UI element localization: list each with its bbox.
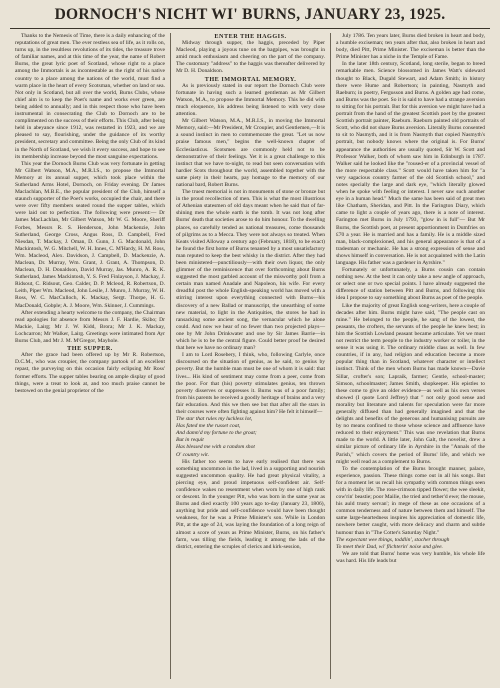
verse-line: But in requit — [176, 437, 204, 444]
verse-line: O' country wit. — [176, 451, 210, 458]
intro-paragraph: Thanks to the Nemesis of Time, there is a daily enhancing of the reputations of great men. The ever restless sea of life, as it rolls on, turns up, in the resultless revolutions of its tides, the treasure trove of familiar names, and at this time of the year, the name of Robert Burns, the great lyric poet of Scotland, whose right to a place among the Immortals is as incontestable as the right of his native country to a place among the nations of the world, must find a warm place in the heart of every Scotsman, whether on land or sea. Not only in Scotland, but all over the world, Burns Clubs, whose chief aim is to keep the Poet's name and works ever green, are being added to annually; and in this respect those who have been instrumental in consecrating the Club to Dornoch are to be complimented on the success of their efforts. This Club, after being held in abeyance since 1912, was restarted in 1923, and we are pleased to say, flourishing, under the guidance of its worthy president, secretary and committee. Being the only Club of its kind in the North of Scotland, we wish it every success, and hope to see its membership increase beyond the most sanguine expectations. — [15, 33, 165, 160]
memory-paragraph-2: Mr Gilbert Watson, M.A., M.R.I.S., in moving the Immortal Memory, said:—Mr President, Mr Croupier, and Gentlemen,—It is a sound instinct in men to commemorate the great. "Let us now praise famous men," begins the well-known chapter of Ecclesiasticus. Scotsmen are commonly held not to be demonstrative of their feelings. Yet it is a great challenge to this instinct that we have to-night, to read but seen conversation with hardier Scots throughout the world, assembled together with the same piety in their hearts, pay homage to the memory of our national bard, Robert Burns. — [176, 118, 325, 188]
haggis-heading: ENTER THE HAGGIS. — [214, 33, 287, 40]
memory-paragraph-5: His father too seems to have early realised that there was something uncommon in the lad, lived in a supporting and nourish suggested uncommon quality. He had great physical vitality, a piercing eye, and proud impetuous self-confident air. Self-confidence wakes no resentment when worn by one of high rank or descent. In the younger Pitt, who was born in the same year as Burns and died exactly 100 years ago to-day (January 23, 1806), anything but pride and self-confidence would have been thought weakness, for he was a Prime Minister's son. While in London Pitt, at the age of 24, was laying the foundation of a long reign of almost a score of years as Prime Minister, Burns, on his father's farm, was tilling the fields, leading it among the lads of the district, entering the scruples of clerics and kirk-session, — [176, 458, 325, 550]
verse-line: The expectant wee things, toddlin', stacher through — [336, 536, 450, 543]
col3-paragraph-3: Fortunately or unfortunately, a Burns cousin can contain nothing new. At the best it can only take a new angle of approach, or select one or two special points. I have already suggested the difference of station between Pitt and Burns, and following this idea I propose to say something about Burns as poet of the people. — [336, 267, 485, 302]
verse-line: The star that rules my luckless lot, — [176, 416, 253, 423]
column-1 — [10, 33, 170, 679]
verse-line: And damn'd my fortune to the groat; — [176, 430, 257, 437]
verse-line: To meet their Dad, wi' flichterin' noise and glee. — [336, 543, 443, 550]
col3-paragraph-1: July 1786. Ten years later, Burns died broken in heart and body, a humble exciseman; ten years after that, also broken in heart and body, died Pitt, Prime Minister. The exciseman is better than the Prime Minister has a niche in the Temple of Fame. — [336, 33, 485, 61]
immortal-memory-heading: THE IMMORTAL MEMORY. — [204, 75, 297, 83]
col3-paragraph-5: To the contemplation of the Burns brought manner, palace, experience, passion. These things come out in all his songs. But for a moment let us recall his sympathy with common things seen with in daily life. The rose-crimson tipped flower; the wee sleekit, cow'rin' beastie; poor Mailie, the tried and tether'd ewe; the mouse, his auld trusty servan'; in mege of these as one occasions of a common tenderness and of nature between them and himself. The same large-heartedness inspires his appreciation of domestic life, nowhere better caught, with more delicacy and charm and subtle humour than in "The Cotter's Saturday Night." — [336, 465, 485, 536]
page-masthead: DORNOCH'S NICHT WI' BURNS, JANUARY 23, 1925. — [10, 6, 490, 29]
verse-line: Has blessed me with a random shot — [176, 444, 255, 451]
welcome-paragraph: After extending a hearty welcome to the company, the Chairman read apologies for absence from Messrs J. F. Hardie, Skibo; Dr Mackie, Lairg; Mr J. W. Kidd, Brora; Mr J. K. Mackay, Lochcarron; Mr Walker, Lairg. Greetings were intimated from Ayr Burns Club, and Mr J. M. M'Gregor, Mayhole. — [15, 309, 165, 345]
memory-paragraph-3: The truest memorial is not in monuments of stone or bronze but in the proud recollection of men. This is what the most illustrious of Athenian statesmen of old days meant when he said that of far-shining men the whole earth is the tomb. It was not long after Burns' death that societies arose to do him honour. To the dwelling places, so carefully tended as national treasures, come thousands of pilgrims as to a Mecca. They were not always so treated. When Keats visited Alloway a century ago (February, 1818), to be exact) he found the first home of Burns tenanted by a most unsatisfactory man reputed to keep the best whisky in the district. After they had been ministered—punctiliously—with their own liquor, the only glimmer of the reminiscence that over forthcoming about Burns suggested the most garbled account of the misworthy poll from a certain man named Anadale and Napoleon, his wife. For every dreadful post the whole English-speaking world has moved with a stirring interest upon everything connected with Burns—his discovery of a new Ballad or manuscript, the unearthing of some new material, to light in the Antiquities, the stores he had in ransacking some ancient song, the vernacular which he alone could. And now we hear of no fewer than two projected plays—one by Mr John Drinkwater and one by Sir James Barrie—in which he is to be the central figure. Could better proof be desired that here we have no ordinary man? — [176, 189, 325, 352]
supper-heading: THE SUPPER. — [67, 345, 113, 353]
column-2 — [170, 33, 330, 679]
verse-line: Has fated me the russet coat, — [176, 423, 241, 430]
col3-paragraph-4: Like the majority of great English song-writers, here a couple of decades after him. Burns might have said, "The people cast on mine." He belonged to the people, he sang of the lowest, the peasants, the crofters, the servants of the people he knew best; in him the Scottish Lowland peasant became articulate. Yet we must not restrict the term people to the industry worker or toiler, in the sense it was using it. The ordinary middle class as well. In few countries, if in any, had religion and education become a more popular thing than in Scotland, whatever character or intellect instinct. Think of the men whom Burns has made known—Davie Sillar, crofter's son; Lapraik, farmer; Gentle, school-master; Simson, schoolmaster; James Smith, shopkeeper. His epistles to these come to give an older evidence—as well as his own verses showed (I quote Lord Jeffrey) that " not only good sense and morality but literature and talents for speculation were far more generally diffused than had generally imagined and that the delights and benefits of the generous and humanising pursuits are by no means confined to those whose science and affluence have reduced to their enjoyment." This was one revelation that Burns made to the world. A little later, John Galt, the novelist, drew a similar picture of ordinary life in Ayrshire in the "Annals of the Parish," which covers the period of Burns' life, and which we might well read as a complement to Burns. — [336, 302, 485, 465]
col3-paragraph-2: In the later 18th century, Scotland, long sterile, began to breed remarkable men. Science blossomed in James Watt's sideward thought to Black, Dugald Stewart, and Adam Smith; in history there were Hume and Robertson; in painting, Nasmyth and Raeburn; in poetry, Fergusson and Burns. A golden age had come, and Burns was the poet. So it is said to have had a strange aversion to sitting for his portrait. But for this aversion we might have had a portrait from the hand of the greatest Scottish poet by the greatest Scottish portrait painter, Raeburn. Raeburn painted old portraits of Scott, who did not share Burns aversion. Literally Burns consented to sit to Nasmyth, and it is from Nasmyth that copied Nasmyth's portrait, but nobody knows where the original is. For Burns' appearance the authorities are usually quoted, Sir W. Scott and Professor Walker, both of whom saw him in Edinburgh in 1787. Walker said he looked like the "roused-er of a provincial vessel of the more respectable class." Scott would have taken him for "a very sagacious country farmer of the old Scottish school," and notes specially the large and dark eye, "which literally glowed when he spoke with feeling or interest. I never saw such another eye in a human head." Much the same has been said of great men like Chatham, Sheridan, and Pitt. In the Farington Diary, which came to light a couple of years ago, there is a note of interest. Farington met Burns in July 1793, "glow in is full"— But Mr Burns, the Scottish poet, at present apportionment in Dumfries on £70 a year. He is married and has a family. He is a middle sized man, black-complexioned, and his general appearance is that of a tradesman or mechanic. He has a strong expression of sense and shows himself in conversation. He is not acquainted with the Latin language. His father was a gardener in Ayrshire." — [336, 61, 485, 266]
poem-verse-2 — [336, 537, 485, 551]
col3-paragraph-6: We are told that Burns' home was very humble, his whole life was hard. His life leads but — [336, 550, 485, 564]
poem-verse — [176, 416, 325, 459]
memory-paragraph-1: As is previously stated in our report the Dornoch Club were fortunate in having such a learned gentleman as Mr Gilbert Watson, M.A., to propose the Immortal Memory. This he did with much eloquence, his address being listened to with very close attention. — [176, 82, 325, 118]
article-columns — [10, 33, 490, 679]
supper-paragraph: After the grace had been offered up by Mr R. Robertson, D.C.M., who was croupier, the company partook of an excellent repast, the purveying on this occasion fairly eclipsing Mr Ross' former efforts. The supper tables bearing on ample display of good things, were a treat to look at, and too much praise cannot be bestowed on the genial proprietor of the — [15, 352, 165, 394]
memory-paragraph-4: I am to Lord Rosebery, I think, who, following Carlyle, once discoursed on the situation of genius, as he said, to genius by poverty. But the humble man must be one of whom it is said: that lives... His kind of sentiment may come from a peer, come from the poor. For that (his) poverty stimulates genius, ten thrown poverty disserves or suppresses it. Burns was of a poor family; from his parents he received a goodly heritage of brains and a very fair education. And this we then see but that after all the stars in their courses were often fighting against him? He felt it himself— — [176, 352, 325, 415]
haggis-paragraph: Midway through supper, the haggis, preceded by Piper Macleod, playing a joyous tune on the bagpipes, was brought in amid much enthusiasm and cheering on the part of the company. The customary "address" to the haggis was thereafter delivered by Mr D. H. Donaldson. — [176, 40, 325, 75]
column-3 — [330, 33, 490, 679]
club-paragraph: This year the Dornoch Burns Club was very fortunate in getting Mr Gilbert Watson, M.A., M.R.I.S., to propose the Immortal Memory at its annual supper, which took place within the Sutherland Arms Hotel, Dornoch, on Friday evening. Dr James Maclachlan, M.B.E., the popular president of the Club, himself a staunch supporter of the Poet's works, occupied the chair, and there were over fifty members seated round the supper tables, which were laid out to perfection. The following were present:— Dr James MacLachlan, Mr Gilbert Watson, Mr W. G. Moore, Sheriff Forbes, Messrs R. S. Henderson, John Mackenzie, John Sutherland, George Cross, Angus Ross, D. Campbell, Fred Niesdan, T. Mackay, J. Oman, D. Gunn, J. G. Macdonald, John Mackintosh, W. G. Mitchell, W. H. Innes, C. M'Hardy, H. M. Ross, Wm. Macleod, Alex. Davidson, J. Campbell, D. Mackenzie, A. Maclean, Dr. Murray, Wm. Grant, J. Grant, A. Thompson, D. Maclean, D. H. Donaldson, David Murray, Jas. Munro, A. R. K. Sutherland, James Mackintosh, Y. S. Fred Finlayson, J. Mackay, J. Ridsout, C. Ridsout, Geo. Calder, D. P. Mcleod, R. Robertson, D. Leith, Piper Wm. Macleod, John Lesile, J. Munro, J. Murray, W. H. Ross, W. C. MacCulloch, K. Mackay, Sergt. Thorpe, H. G. MacDonald, Gobple; A. J. Moore, Wm. Skinner, J. Cummings. — [15, 160, 165, 309]
